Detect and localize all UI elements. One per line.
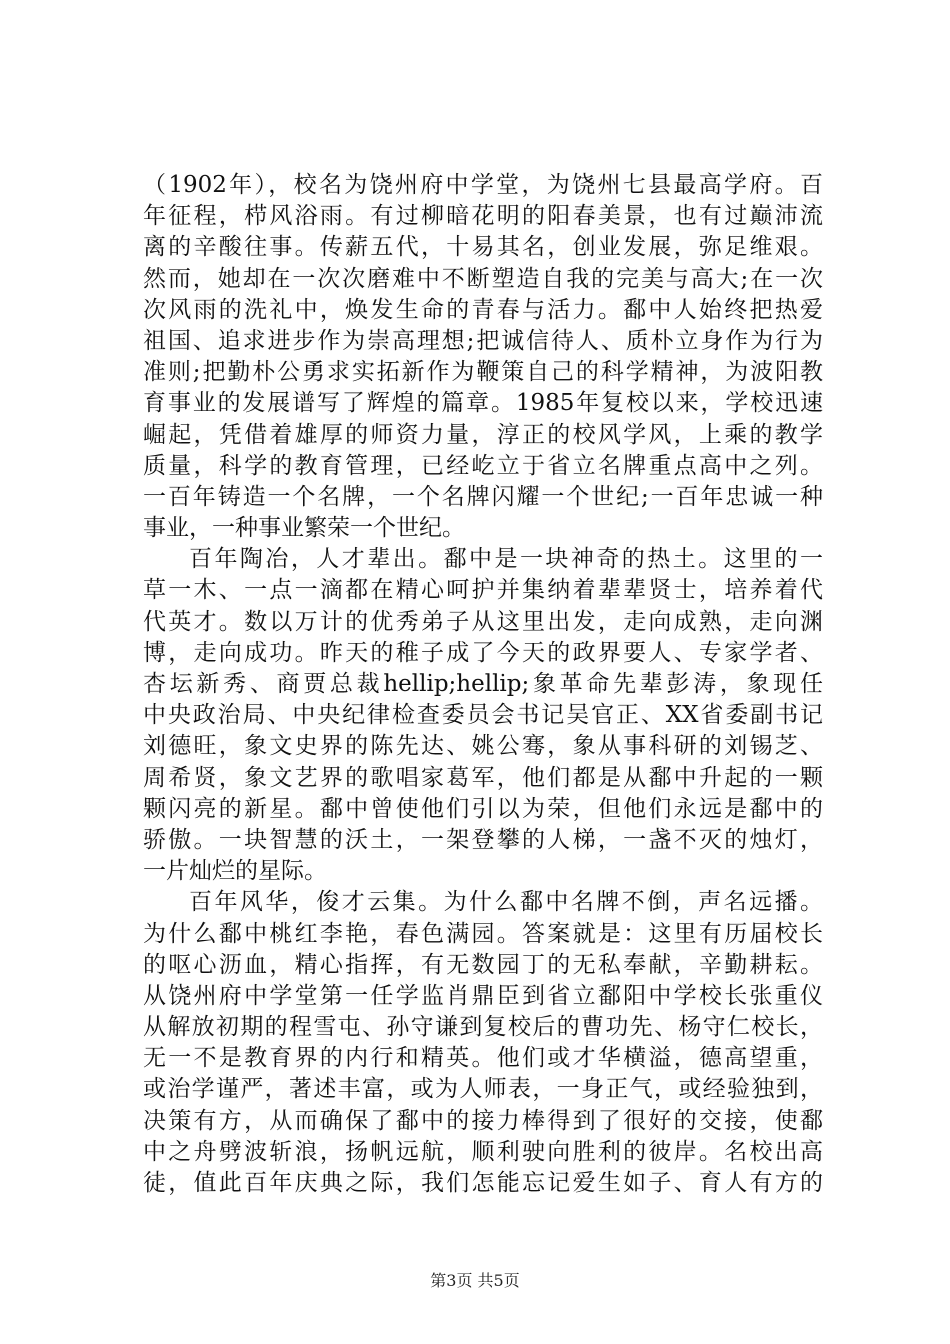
- text-line: 祖国、追求进步作为崇高理想;把诚信待人、质朴立身作为行为: [143, 327, 823, 354]
- text-line: 中央政治局、中央纪律检查委员会书记吴官正、XX省委副书记: [143, 702, 823, 729]
- page-footer: 第3页 共5页: [430, 1271, 520, 1290]
- text-line: 百年风华，俊才云集。为什么鄱中名牌不倒，声名远播。: [189, 889, 823, 916]
- text-line: 一百年铸造一个名牌，一个名牌闪耀一个世纪;一百年忠诚一种: [143, 483, 823, 510]
- text-line: 离的辛酸往事。传薪五代，十易其名，创业发展，弥足维艰。: [143, 234, 823, 261]
- text-line: 事业，一种事业繁荣一个世纪。: [143, 515, 465, 542]
- text-line: 博，走向成功。昨天的稚子成了今天的政界要人、专家学者、: [143, 639, 823, 666]
- text-line: 决策有方，从而确保了鄱中的接力棒得到了很好的交接，使鄱: [143, 1107, 823, 1134]
- text-line: 年征程，栉风浴雨。有过柳暗花明的阳春美景，也有过巅沛流: [143, 203, 823, 230]
- text-line: 无一不是教育界的内行和精英。他们或才华横溢，德高望重，: [143, 1045, 823, 1072]
- text-line: 质量，科学的教育管理，已经屹立于省立名牌重点高中之列。: [143, 452, 823, 479]
- text-line: 刘德旺，象文史界的陈先达、姚公骞，象从事科研的刘锡芝、: [143, 733, 823, 760]
- text-line: 准则;把勤朴公勇求实拓新作为鞭策自己的科学精神，为波阳教: [143, 359, 823, 386]
- text-line: 代英才。数以万计的优秀弟子从这里出发，走向成熟，走向渊: [143, 608, 823, 635]
- text-line: 从饶州府中学堂第一任学监肖鼎臣到省立鄱阳中学校长张重仪: [143, 982, 823, 1009]
- text-line: 次风雨的洗礼中，焕发生命的青春与活力。鄱中人始终把热爱: [143, 296, 823, 323]
- text-line: 从解放初期的程雪屯、孙守谦到复校后的曹功先、杨守仁校长，: [143, 1014, 823, 1041]
- text-line: 杏坛新秀、商贾总裁hellip;hellip;象革命先辈彭涛，象现任: [143, 671, 823, 697]
- text-line: 的呕心沥血，精心指挥，有无数园丁的无私奉献，辛勤耕耘。: [143, 951, 823, 978]
- text-line: 崛起，凭借着雄厚的师资力量，淳正的校风学风，上乘的教学: [143, 421, 823, 448]
- text-line: 周希贤，象文艺界的歌唱家葛军，他们都是从鄱中升起的一颗: [143, 764, 823, 791]
- text-line: 一片灿烂的星际。: [143, 858, 327, 885]
- text-line: 颗闪亮的新星。鄱中曾使他们引以为荣，但他们永远是鄱中的: [143, 795, 823, 822]
- text-line: 草一木、一点一滴都在精心呵护并集纳着辈辈贤士，培养着代: [143, 577, 823, 604]
- text-line: 百年陶冶，人才辈出。鄱中是一块神奇的热土。这里的一: [189, 546, 823, 573]
- text-line: 为什么鄱中桃红李艳，春色满园。答案就是：这里有历届校长: [143, 920, 823, 947]
- text-line: 然而，她却在一次次磨难中不断塑造自我的完美与高大;在一次: [143, 265, 823, 292]
- text-line: 育事业的发展谱写了辉煌的篇章。1985年复校以来，学校迅速: [143, 390, 823, 417]
- text-line: 中之舟劈波斩浪，扬帆远航，顺利驶向胜利的彼岸。名校出高: [143, 1138, 823, 1165]
- body-text: [143, 170, 823, 1199]
- text-line: 或治学谨严，著述丰富，或为人师表，一身正气，或经验独到，: [143, 1076, 823, 1103]
- text-line: 骄傲。一块智慧的沃土，一架登攀的人梯，一盏不灭的烛灯，: [143, 826, 823, 853]
- text-line: （1902年），校名为饶州府中学堂，为饶州七县最高学府。百: [143, 172, 823, 198]
- text-line: 徒，值此百年庆典之际，我们怎能忘记爱生如子、育人有方的: [143, 1170, 823, 1196]
